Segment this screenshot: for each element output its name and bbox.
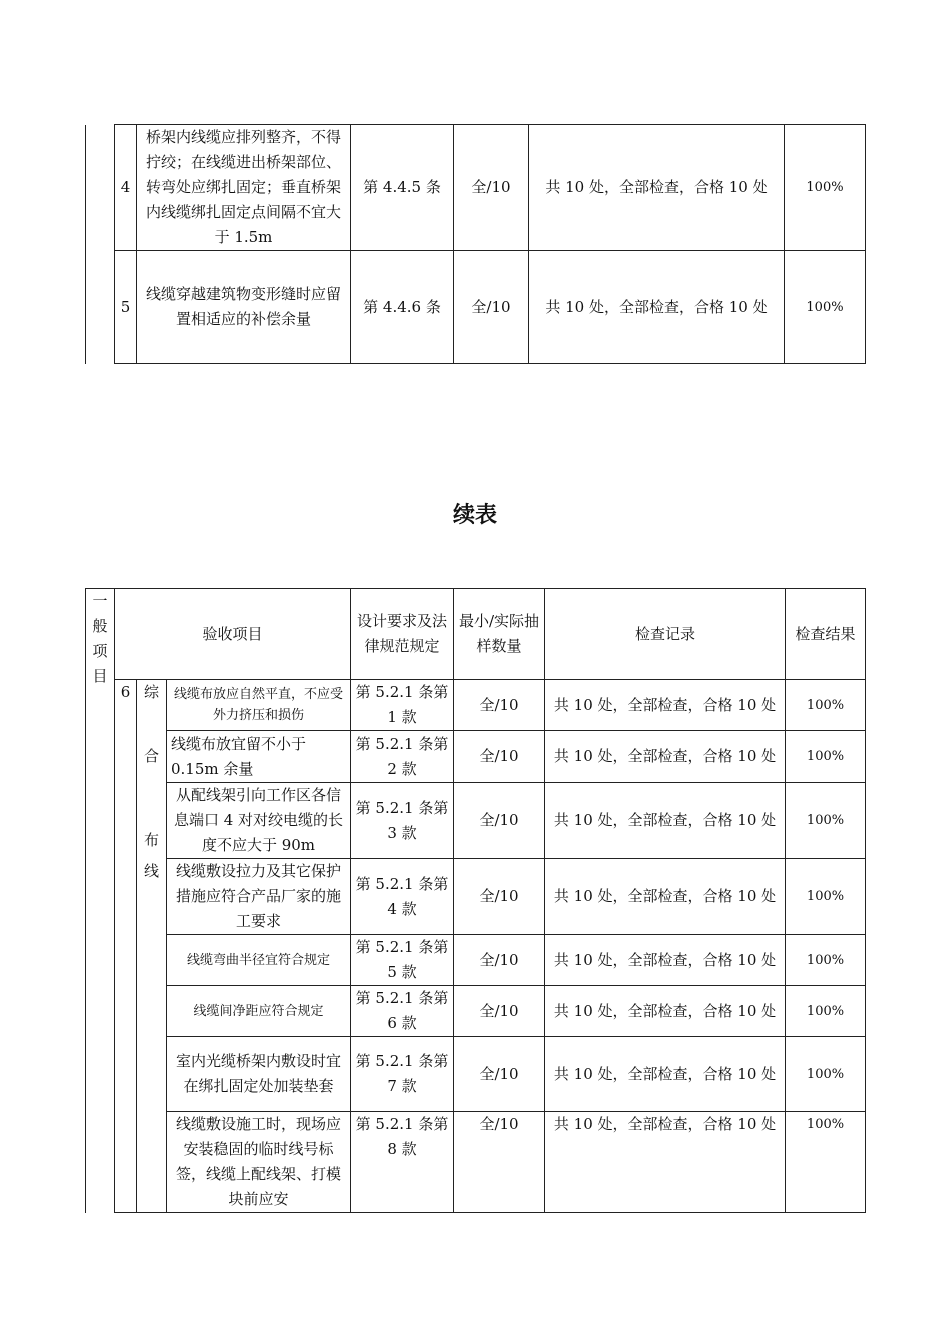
table-row (86, 125, 866, 251)
page-title: 续表 (452, 503, 497, 528)
clause-cell: 第 5.2.1 条第 3 款 (351, 783, 454, 859)
sample-cell: 全/10 (454, 125, 529, 251)
table-row (86, 986, 866, 1037)
clause-cell: 第 5.2.1 条第 4 款 (351, 859, 454, 935)
sample-cell: 全/10 (454, 1037, 545, 1112)
result-cell: 100% (786, 935, 866, 986)
result-cell: 100% (786, 731, 866, 783)
acceptance-item: 线缆敷设拉力及其它保护措施应符合产品厂家的施工要求 (167, 859, 351, 935)
sample-cell: 全/10 (454, 251, 529, 364)
side-label: 一般项目 (92, 592, 108, 685)
record-cell: 共 10 处，全部检查，合格 10 处 (545, 783, 786, 859)
record-cell: 共 10 处，全部检查，合格 10 处 (529, 251, 785, 364)
sample-cell: 全/10 (454, 783, 545, 859)
row-number: 4 (115, 125, 137, 251)
result-cell: 100% (785, 251, 866, 364)
header-row (86, 589, 866, 680)
acceptance-item: 线缆布放宜留不小于 0.15m 余量 (167, 731, 351, 783)
group-number: 6 (115, 680, 137, 1213)
sample-cell: 全/10 (454, 859, 545, 935)
table-row (86, 251, 866, 364)
record-cell: 共 10 处，全部检查，合格 10 处 (545, 986, 786, 1037)
acceptance-item: 室内光缆桥架内敷设时宜在绑扎固定处加装垫套 (167, 1037, 351, 1112)
result-cell: 100% (786, 1037, 866, 1112)
result-cell: 100% (786, 1112, 866, 1213)
header-record: 检查记录 (545, 589, 786, 680)
side-label-cell (86, 589, 115, 1213)
acceptance-item: 线缆间净距应符合规定 (167, 986, 351, 1037)
acceptance-item: 线缆敷设施工时，现场应安装稳固的临时线号标签，线缆上配线架、打模块前应安 (167, 1112, 351, 1213)
header-sample: 最小/实际抽样数量 (454, 589, 545, 680)
table-row (86, 783, 866, 859)
table-row (86, 1037, 866, 1112)
row-number: 5 (115, 251, 137, 364)
record-cell: 共 10 处，全部检查，合格 10 处 (545, 859, 786, 935)
clause-cell: 第 5.2.1 条第 5 款 (351, 935, 454, 986)
result-cell: 100% (785, 125, 866, 251)
table-row (86, 680, 866, 731)
group-label-3: 布 (143, 831, 159, 849)
record-cell: 共 10 处，全部检查，合格 10 处 (545, 935, 786, 986)
inspection-table-top (85, 124, 866, 364)
record-cell: 共 10 处，全部检查，合格 10 处 (545, 731, 786, 783)
result-cell: 100% (786, 783, 866, 859)
table-row (86, 731, 866, 783)
group-label-cell (137, 680, 167, 1213)
side-column (86, 125, 115, 364)
table-row (86, 859, 866, 935)
clause-cell: 第 5.2.1 条第 2 款 (351, 731, 454, 783)
header-clause: 设计要求及法律规范规定 (351, 589, 454, 680)
table-row (86, 935, 866, 986)
record-cell: 共 10 处，全部检查，合格 10 处 (545, 1037, 786, 1112)
acceptance-item: 从配线架引向工作区各信息端口 4 对对绞电缆的长度不应大于 90m (167, 783, 351, 859)
sample-cell: 全/10 (454, 1112, 545, 1213)
sample-cell: 全/10 (454, 731, 545, 783)
record-cell: 共 10 处，全部检查，合格 10 处 (545, 1112, 786, 1213)
record-cell: 共 10 处，全部检查，合格 10 处 (545, 680, 786, 731)
result-cell: 100% (786, 680, 866, 731)
group-label-1: 综 (143, 683, 159, 701)
group-label-4: 线 (143, 862, 159, 880)
acceptance-item: 桥架内线缆应排列整齐，不得拧绞；在线缆进出桥架部位、转弯处应绑扎固定；垂直桥架内线缆绑扎固定点间隔不宜大于 1.5m (137, 125, 351, 251)
clause-cell: 第 5.2.1 条第 7 款 (351, 1037, 454, 1112)
clause-cell: 第 4.4.5 条 (351, 125, 454, 251)
clause-cell: 第 5.2.1 条第 6 款 (351, 986, 454, 1037)
acceptance-item: 线缆弯曲半径宜符合规定 (167, 935, 351, 986)
acceptance-item: 线缆穿越建筑物变形缝时应留置相适应的补偿余量 (137, 251, 351, 364)
result-cell: 100% (786, 859, 866, 935)
header-item: 验收项目 (115, 589, 351, 680)
sample-cell: 全/10 (454, 986, 545, 1037)
header-result: 检查结果 (786, 589, 866, 680)
table-row (86, 1112, 866, 1213)
clause-cell: 第 5.2.1 条第 1 款 (351, 680, 454, 731)
clause-cell: 第 5.2.1 条第 8 款 (351, 1112, 454, 1213)
clause-cell: 第 4.4.6 条 (351, 251, 454, 364)
result-cell: 100% (786, 986, 866, 1037)
sample-cell: 全/10 (454, 680, 545, 731)
record-cell: 共 10 处，全部检查，合格 10 处 (529, 125, 785, 251)
inspection-table-continued (85, 588, 866, 1213)
acceptance-item: 线缆布放应自然平直，不应受外力挤压和损伤 (167, 680, 351, 731)
sample-cell: 全/10 (454, 935, 545, 986)
group-label-2: 合 (143, 747, 159, 765)
